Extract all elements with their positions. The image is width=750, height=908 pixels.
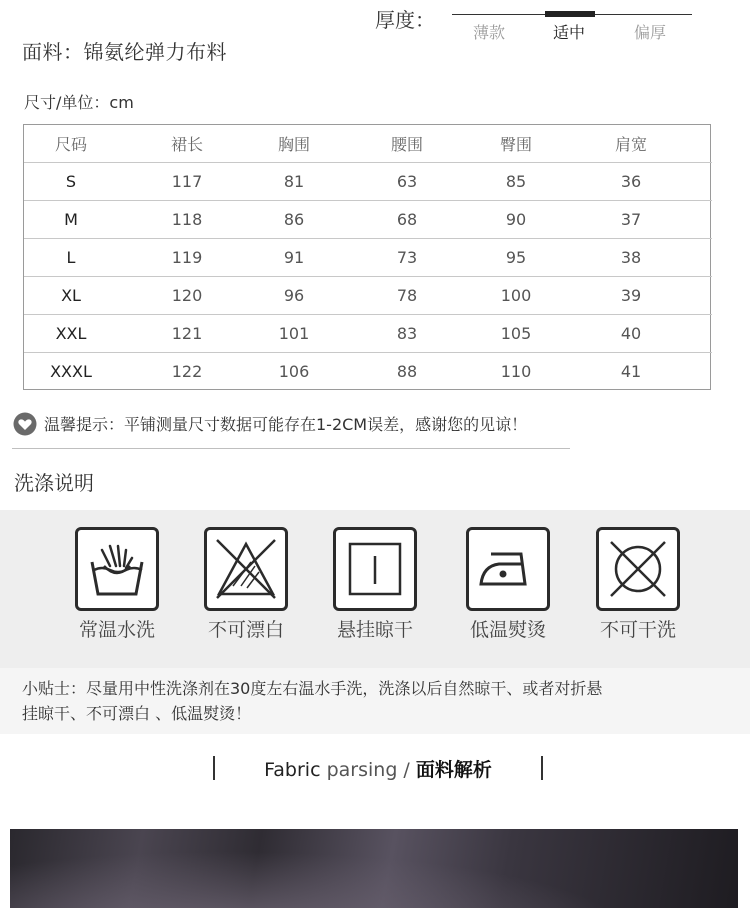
heading-cn: 面料解析 xyxy=(415,759,492,781)
cell-length: 120 xyxy=(118,277,256,315)
size-unit-label: 尺寸/单位：cm xyxy=(24,93,134,112)
cell-shoulder: 39 xyxy=(550,277,712,315)
cell-bust: 96 xyxy=(256,277,332,315)
thickness-selected-marker xyxy=(545,11,595,17)
cell-shoulder: 41 xyxy=(620,362,642,381)
care-item-low-iron xyxy=(443,527,573,642)
cell-length: 117 xyxy=(118,163,256,201)
section-heading xyxy=(213,755,543,782)
heading-slash: / xyxy=(403,759,410,781)
care-label: 低温熨烫 xyxy=(469,619,546,641)
thickness-label: 厚度： xyxy=(375,8,435,32)
header-bust: 胸围 xyxy=(256,125,332,163)
cell-waist: 88 xyxy=(396,362,418,381)
cell-size: M xyxy=(24,201,118,239)
cell-length: 121 xyxy=(118,315,256,353)
cell-hip: 95 xyxy=(482,239,550,277)
care-item-hand-wash xyxy=(52,527,182,642)
cell-shoulder: 40 xyxy=(550,315,712,353)
cell-size: L xyxy=(24,239,118,277)
fabric-material: 面料：锦氨纶弹力布料 xyxy=(22,40,227,64)
thickness-option-thin: 薄款 xyxy=(472,23,505,42)
cell-length: 119 xyxy=(118,239,256,277)
no-bleach-icon xyxy=(204,527,288,611)
header-size: 尺码 xyxy=(24,125,118,163)
table-row xyxy=(24,315,712,353)
cell-size: XXXL xyxy=(50,362,92,381)
table-row xyxy=(24,163,712,201)
heading-en-light: parsing xyxy=(326,759,398,781)
header-hip: 臀围 xyxy=(482,125,550,163)
heading-en-bold: Fabric xyxy=(264,759,321,781)
care-label: 不可漂白 xyxy=(207,619,284,641)
cell-waist: 68 xyxy=(332,201,482,239)
cell-bust: 106 xyxy=(278,362,310,381)
care-hint-text xyxy=(22,676,702,726)
care-hint-line: 挂晾干、不可漂白 、低温熨烫！ xyxy=(22,704,252,723)
fabric-photo xyxy=(10,829,738,908)
care-label: 不可干洗 xyxy=(599,619,676,641)
cell-length: 122 xyxy=(171,362,203,381)
cell-waist: 73 xyxy=(332,239,482,277)
heading-bar-right xyxy=(541,756,543,780)
cell-bust: 86 xyxy=(256,201,332,239)
care-item-hang-dry xyxy=(310,527,440,642)
care-item-no-bleach xyxy=(181,527,311,642)
header-shoulder: 肩宽 xyxy=(550,125,712,163)
cell-bust: 91 xyxy=(256,239,332,277)
care-hint-line: 小贴士：尽量用中性洗涤剂在30度左右温水手洗，洗涤以后自然晾干、或者对折悬 xyxy=(22,679,603,698)
cell-shoulder: 37 xyxy=(550,201,712,239)
cell-size: XXL xyxy=(24,315,118,353)
no-dry-clean-icon xyxy=(596,527,680,611)
cell-hip: 110 xyxy=(500,362,532,381)
table-row xyxy=(24,277,712,315)
table-row xyxy=(24,239,712,277)
cell-bust: 101 xyxy=(256,315,332,353)
hang-dry-icon xyxy=(333,527,417,611)
cell-waist: 83 xyxy=(332,315,482,353)
thickness-option-medium: 适中 xyxy=(552,23,585,42)
cell-waist: 78 xyxy=(332,277,482,315)
cell-hip: 105 xyxy=(482,315,550,353)
header-length: 裙长 xyxy=(118,125,256,163)
cell-bust: 81 xyxy=(256,163,332,201)
measurement-tip: 温馨提示：平铺测量尺寸数据可能存在1-2CM误差，感谢您的见谅！ xyxy=(44,415,528,434)
cell-shoulder: 38 xyxy=(550,239,712,277)
cell-length: 118 xyxy=(118,201,256,239)
table-row xyxy=(24,201,712,239)
care-item-no-dry-clean xyxy=(573,527,703,642)
size-table-header-row xyxy=(24,125,712,163)
table-row xyxy=(24,353,712,391)
cell-hip: 100 xyxy=(482,277,550,315)
wash-instructions-title: 洗涤说明 xyxy=(14,471,94,495)
care-label: 悬挂晾干 xyxy=(336,619,413,641)
cell-hip: 85 xyxy=(482,163,550,201)
heart-icon xyxy=(13,412,37,436)
low-iron-icon xyxy=(466,527,550,611)
cell-shoulder: 36 xyxy=(550,163,712,201)
cell-size: XL xyxy=(24,277,118,315)
thickness-option-thick: 偏厚 xyxy=(633,23,666,42)
divider xyxy=(12,448,570,449)
care-label: 常温水洗 xyxy=(78,619,155,641)
hand-wash-icon xyxy=(75,527,159,611)
header-waist: 腰围 xyxy=(332,125,482,163)
cell-size: S xyxy=(24,163,118,201)
cell-hip: 90 xyxy=(482,201,550,239)
size-table xyxy=(23,124,711,390)
cell-waist: 63 xyxy=(332,163,482,201)
